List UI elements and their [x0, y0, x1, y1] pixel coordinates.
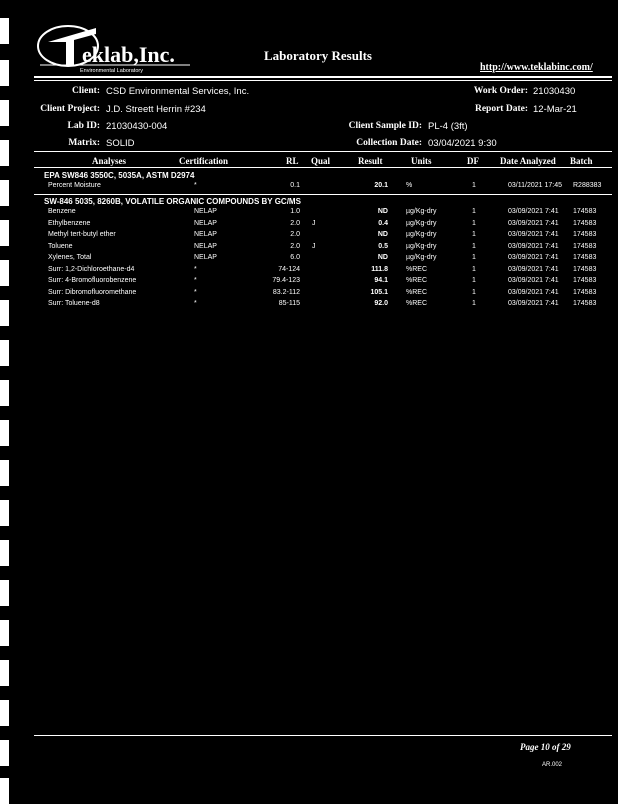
binding-mark	[0, 778, 9, 804]
cell-df: 1	[472, 242, 476, 250]
cell-df: 1	[472, 219, 476, 227]
binding-mark	[0, 660, 9, 686]
collection-date-value: 03/04/2021 9:30	[428, 138, 497, 149]
logo-subtext: Environmental Laboratory	[80, 68, 143, 74]
cell-name: Toluene	[48, 242, 73, 250]
teklab-logo	[34, 24, 194, 74]
table-row	[0, 208, 618, 220]
cell-cert: *	[194, 288, 197, 296]
matrix-value: SOLID	[106, 138, 135, 149]
cell-batch: 174583	[573, 288, 597, 296]
cell-cert: NELAP	[194, 231, 217, 238]
cell-result: ND	[377, 231, 388, 238]
cell-batch: 174583	[573, 242, 597, 250]
col-df: DF	[467, 156, 479, 166]
collection-date-label: Collection Date:	[356, 138, 422, 148]
binding-mark	[0, 700, 9, 726]
client-sample-id-label: Client Sample ID:	[348, 121, 422, 131]
cell-rl: 85-115	[278, 300, 300, 307]
cell-result: 111.8	[371, 265, 388, 273]
cell-result: 92.0	[374, 300, 388, 307]
cell-cert: NELAP	[194, 254, 217, 261]
client-value: CSD Environmental Services, Inc.	[106, 86, 250, 97]
cell-units: %REC	[406, 265, 428, 273]
binding-mark	[0, 60, 9, 86]
cell-df: 1	[472, 208, 476, 215]
cell-df: 1	[472, 254, 476, 261]
cell-name: Methyl tert-butyl ether	[48, 231, 116, 238]
cell-units: µg/Kg-dry	[406, 254, 437, 261]
client-project-value: J.D. Streett Herrin #234	[106, 104, 206, 115]
website-link[interactable]: http://www.teklabinc.com/	[480, 62, 593, 73]
cell-units: µg/Kg-dry	[406, 208, 437, 215]
cell-name: Percent Moisture	[48, 182, 101, 189]
cell-name: Surr: 1,2-Dichloroethane-d4	[48, 265, 135, 273]
binding-mark	[0, 420, 9, 446]
lab-id-label: Lab ID:	[67, 121, 100, 131]
cell-units: %REC	[406, 277, 428, 284]
table-row	[0, 254, 618, 266]
cell-batch: 174583	[573, 300, 597, 307]
binding-mark	[0, 580, 9, 606]
col-certification: Certification	[179, 156, 228, 166]
cell-batch: R288383	[573, 182, 602, 189]
col-qual: Qual	[311, 156, 331, 166]
cell-rl: 79.4-123	[272, 277, 300, 284]
matrix-label: Matrix:	[68, 138, 100, 148]
table-row	[0, 182, 618, 194]
table-row	[0, 220, 618, 232]
section-moisture-heading: EPA SW846 3550C, 5035A, ASTM D2974	[44, 171, 195, 180]
cell-rl: 83.2-112	[272, 288, 300, 296]
table-row	[0, 300, 618, 312]
cell-name: Surr: Toluene-d8	[48, 300, 100, 307]
cell-batch: 174583	[573, 208, 597, 215]
col-units: Units	[411, 156, 432, 166]
cell-name: Surr: Dibromofluoromethane	[48, 288, 137, 296]
cell-batch: 174583	[573, 265, 597, 273]
header-bottom-rule	[34, 167, 612, 168]
section-rule	[34, 194, 612, 195]
cell-name: Xylenes, Total	[48, 254, 92, 261]
binding-mark	[0, 100, 9, 126]
cell-units: µg/Kg-dry	[406, 242, 437, 250]
cell-name: Surr: 4-Bromofluorobenzene	[48, 277, 137, 284]
cell-df: 1	[472, 300, 476, 307]
cell-units: %REC	[406, 288, 428, 296]
col-date-analyzed: Date Analyzed	[500, 156, 556, 166]
cell-result: ND	[377, 208, 388, 215]
binding-mark	[0, 740, 9, 766]
footer-code: AR.002	[542, 762, 563, 768]
cell-batch: 174583	[573, 254, 597, 261]
cell-name: Ethylbenzene	[48, 219, 91, 227]
cell-df: 1	[472, 231, 476, 238]
client-label: Client:	[72, 86, 100, 96]
cell-units: µg/Kg-dry	[406, 219, 437, 227]
binding-mark	[0, 140, 9, 166]
table-row	[0, 266, 618, 278]
section-voc-heading: SW-846 5035, 8260B, VOLATILE ORGANIC COMPOUNDS BY GC/MS	[44, 197, 301, 206]
cell-date: 03/09/2021 7:41	[508, 208, 559, 215]
binding-mark	[0, 540, 9, 566]
cell-result: 105.1	[370, 288, 388, 296]
table-top-rule	[34, 151, 612, 152]
cell-result: 94.1	[374, 277, 388, 284]
cell-batch: 174583	[573, 277, 597, 284]
cell-cert: *	[194, 277, 197, 284]
cell-units: µg/Kg-dry	[406, 231, 437, 238]
cell-date: 03/09/2021 7:41	[508, 265, 559, 273]
cell-result: 0.5	[378, 242, 388, 250]
cell-rl: 6.0	[290, 254, 300, 261]
cell-date: 03/09/2021 7:41	[508, 277, 559, 284]
cell-date: 03/09/2021 7:41	[508, 300, 559, 307]
work-order-value: 21030430	[533, 86, 576, 97]
client-sample-id-value: PL-4 (3ft)	[428, 121, 468, 132]
cell-result: 0.4	[378, 219, 388, 227]
binding-mark	[0, 620, 9, 646]
cell-df: 1	[472, 182, 476, 189]
cell-cert: *	[194, 300, 197, 307]
binding-marks	[0, 0, 14, 800]
cell-units: %	[406, 182, 413, 189]
table-row	[0, 243, 618, 255]
cell-rl: 1.0	[290, 208, 300, 215]
report-title: Laboratory Results	[264, 48, 372, 63]
cell-rl: 2.0	[290, 231, 300, 238]
cell-cert: *	[194, 265, 197, 273]
cell-cert: NELAP	[194, 208, 217, 215]
cell-batch: 174583	[573, 219, 597, 227]
cell-units: %REC	[406, 300, 428, 307]
cell-rl: 2.0	[290, 219, 300, 227]
cell-date: 03/09/2021 7:41	[508, 288, 559, 296]
cell-df: 1	[472, 277, 476, 284]
col-result: Result	[358, 156, 383, 166]
footer-rule	[34, 735, 612, 736]
table-row	[0, 277, 618, 289]
work-order-label: Work Order:	[473, 86, 528, 96]
binding-mark	[0, 500, 9, 526]
cell-qual: J	[312, 219, 316, 227]
col-analyses: Analyses	[92, 156, 127, 166]
col-batch: Batch	[570, 156, 593, 166]
binding-mark	[0, 340, 9, 366]
table-row	[0, 289, 618, 301]
report-date-value: 12-Mar-21	[533, 104, 577, 115]
cell-cert: NELAP	[194, 219, 217, 227]
cell-date: 03/09/2021 7:41	[508, 231, 559, 238]
table-row	[0, 231, 618, 243]
cell-result: ND	[377, 254, 388, 261]
cell-qual: J	[312, 242, 316, 250]
cell-date: 03/09/2021 7:41	[508, 242, 559, 250]
binding-mark	[0, 18, 9, 44]
cell-name: Benzene	[48, 208, 76, 215]
logo-graphic	[34, 24, 194, 74]
lab-id-value: 21030430-004	[106, 121, 168, 132]
cell-date: 03/09/2021 7:41	[508, 219, 559, 227]
binding-mark	[0, 380, 9, 406]
cell-date: 03/11/2021 17:45	[508, 182, 562, 189]
report-date-label: Report Date:	[474, 104, 528, 114]
binding-mark	[0, 460, 9, 486]
logo-text: eklab,Inc.	[82, 42, 175, 67]
cell-df: 1	[472, 265, 476, 273]
header-rule	[34, 76, 612, 78]
cell-rl: 0.1	[290, 182, 300, 189]
cell-rl: 2.0	[290, 242, 300, 250]
cell-cert: *	[194, 182, 197, 189]
col-rl: RL	[286, 156, 299, 166]
cell-date: 03/09/2021 7:41	[508, 254, 559, 261]
cell-result: 20.1	[374, 182, 388, 189]
header-rule-thin	[34, 80, 612, 81]
cell-df: 1	[472, 288, 476, 296]
cell-rl: 74-124	[278, 265, 300, 273]
page-number: Page 10 of 29	[520, 742, 571, 752]
cell-cert: NELAP	[194, 242, 217, 250]
cell-batch: 174583	[573, 231, 597, 238]
client-project-label: Client Project:	[40, 104, 100, 114]
